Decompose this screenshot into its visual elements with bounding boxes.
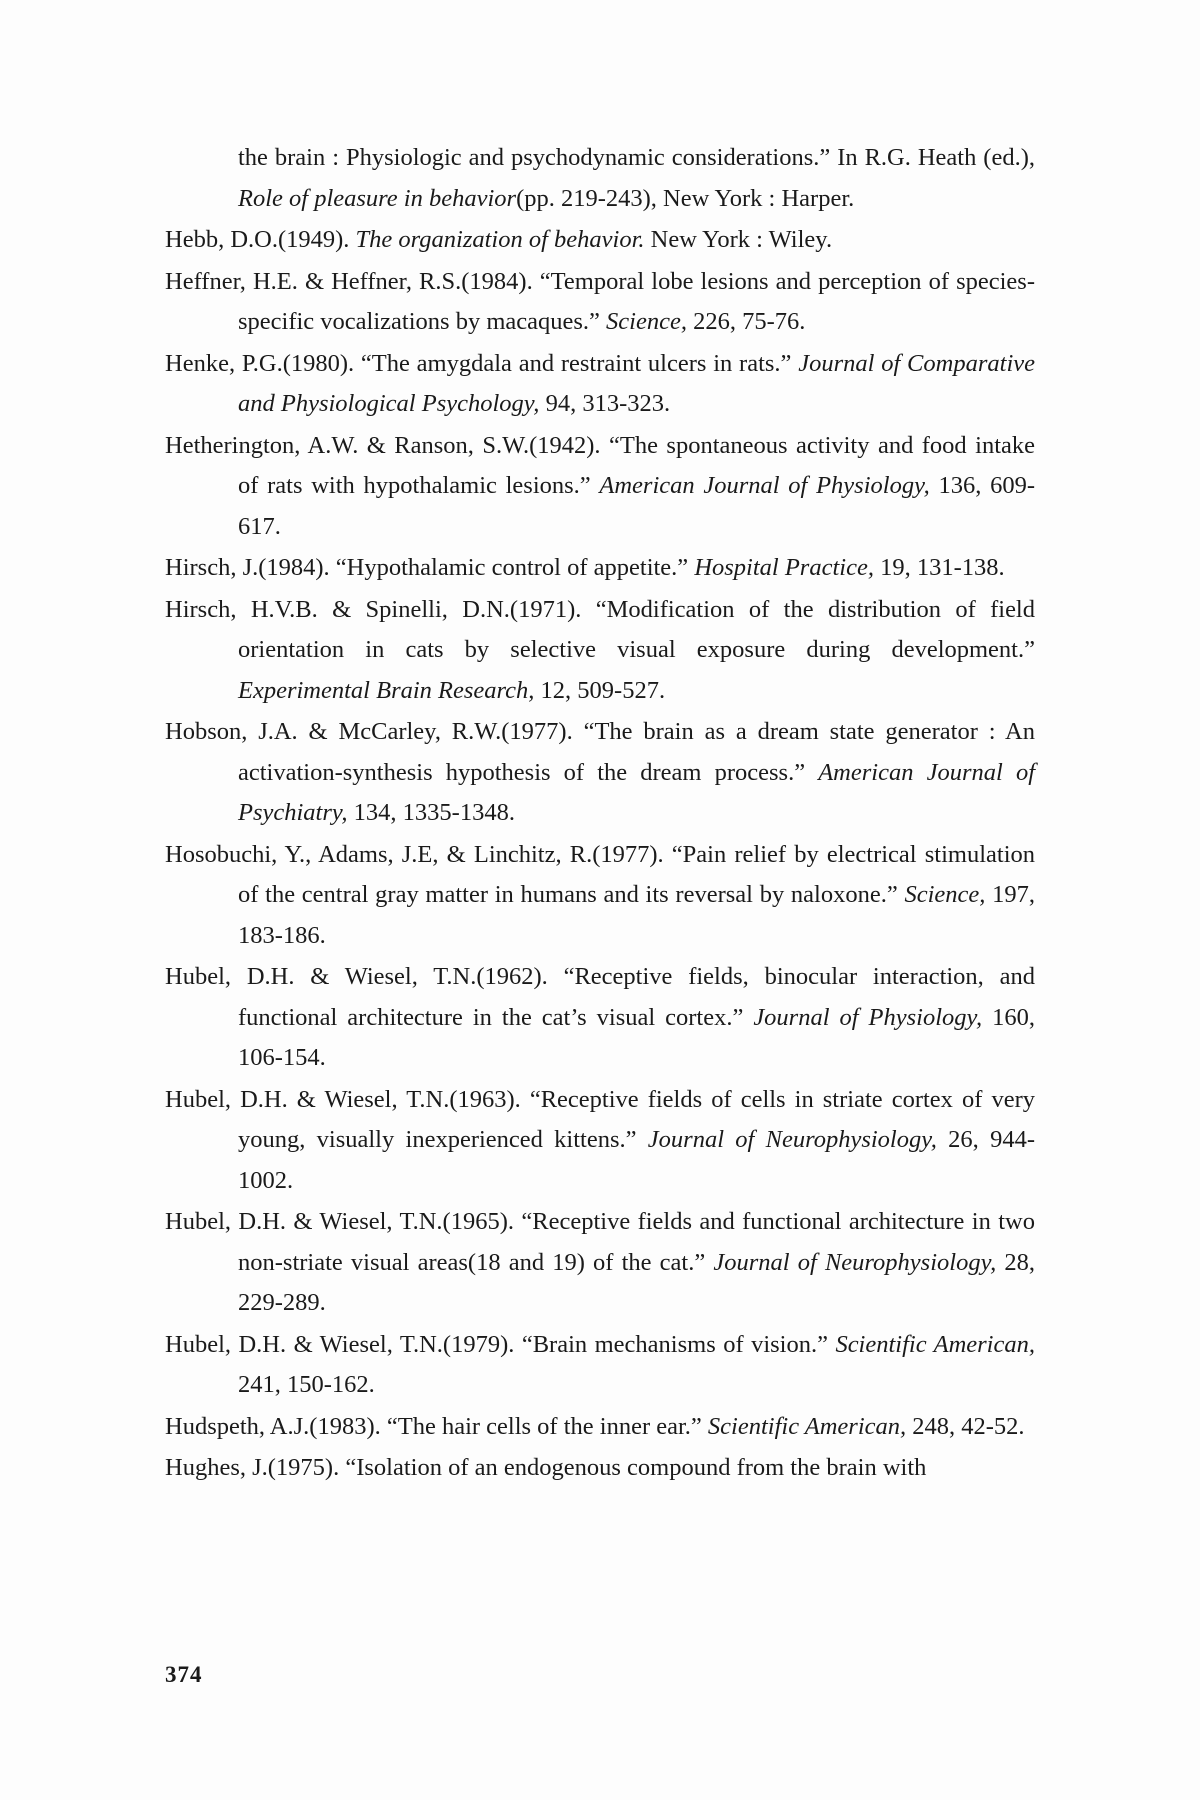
reference-entry: Hubel, D.H. & Wiesel, T.N.(1962). “Receptive fields, binocular interaction, and functional architecture in the cat’s visual cortex.” Journal of Physiology, 160, 106-154. (165, 963, 1035, 1071)
reference-entry: Hetherington, A.W. & Ranson, S.W.(1942). “The spontaneous activity and food intake of rats with hypothalamic lesions.” American Journal of Physiology, 136, 609-617. (165, 431, 1035, 540)
reference-entry: Hubel, D.H. & Wiesel, T.N.(1965). “Receptive fields and functional architecture in two non-striate visual areas(18 and 19) of the cat.” Journal of Neurophysiology, 28, 229-289. (165, 1208, 1036, 1316)
reference-entry: Hobson, J.A. & McCarley, R.W.(1977). “The brain as a dream state generator : An activation-synthesis hypothesis of the dream process.” American Journal of Psychiatry, 134, 1335-1348. (165, 718, 1035, 826)
reference-entry: Hirsch, J.(1984). “Hypothalamic control of appetite.” Hospital Practice, 19, 131-138. (165, 554, 1005, 581)
reference-entry: the brain : Physiologic and psychodynamic considerations.” In R.G. Heath (ed.), Role of pleasure in behavior(pp. 219-243), New York : Harper. (238, 144, 1035, 212)
reference-entry: Hughes, J.(1975). “Isolation of an endogenous compound from the brain with (165, 1454, 927, 1481)
reference-entry: Hubel, D.H. & Wiesel, T.N.(1979). “Brain mechanisms of vision.” Scientific American, 241, 150-162. (165, 1330, 1035, 1398)
reference-list (165, 138, 1035, 1490)
reference-entry: Hebb, D.O.(1949). The organization of behavior. New York : Wiley. (165, 226, 833, 253)
reference-entry: Hubel, D.H. & Wiesel, T.N.(1963). “Receptive fields of cells in striate cortex of very young, visually inexperienced kittens.” Journal of Neurophysiology, 26, 944-1002. (165, 1085, 1035, 1194)
reference-entry: Henke, P.G.(1980). “The amygdala and restraint ulcers in rats.” Journal of Comparative and Physiological Psychology, 94, 313-323. (165, 349, 1035, 417)
reference-entry: Hirsch, H.V.B. & Spinelli, D.N.(1971). “Modification of the distribution of field orientation in cats by selective visual exposure during development.” Experimental Brain Research, 12, 509-527. (165, 595, 1035, 704)
reference-entry: Heffner, H.E. & Heffner, R.S.(1984). “Temporal lobe lesions and perception of species-specific vocalizations by macaques.” Science, 226, 75-76. (165, 267, 1035, 335)
page-number: 374 (165, 1662, 203, 1687)
reference-entry: Hudspeth, A.J.(1983). “The hair cells of the inner ear.” Scientific American, 248, 42-52. (165, 1412, 1025, 1440)
reference-entry: Hosobuchi, Y., Adams, J.E, & Linchitz, R.(1977). “Pain relief by electrical stimulation of the central gray matter in humans and its reversal by naloxone.” Science, 197, 183-186. (165, 840, 1035, 949)
